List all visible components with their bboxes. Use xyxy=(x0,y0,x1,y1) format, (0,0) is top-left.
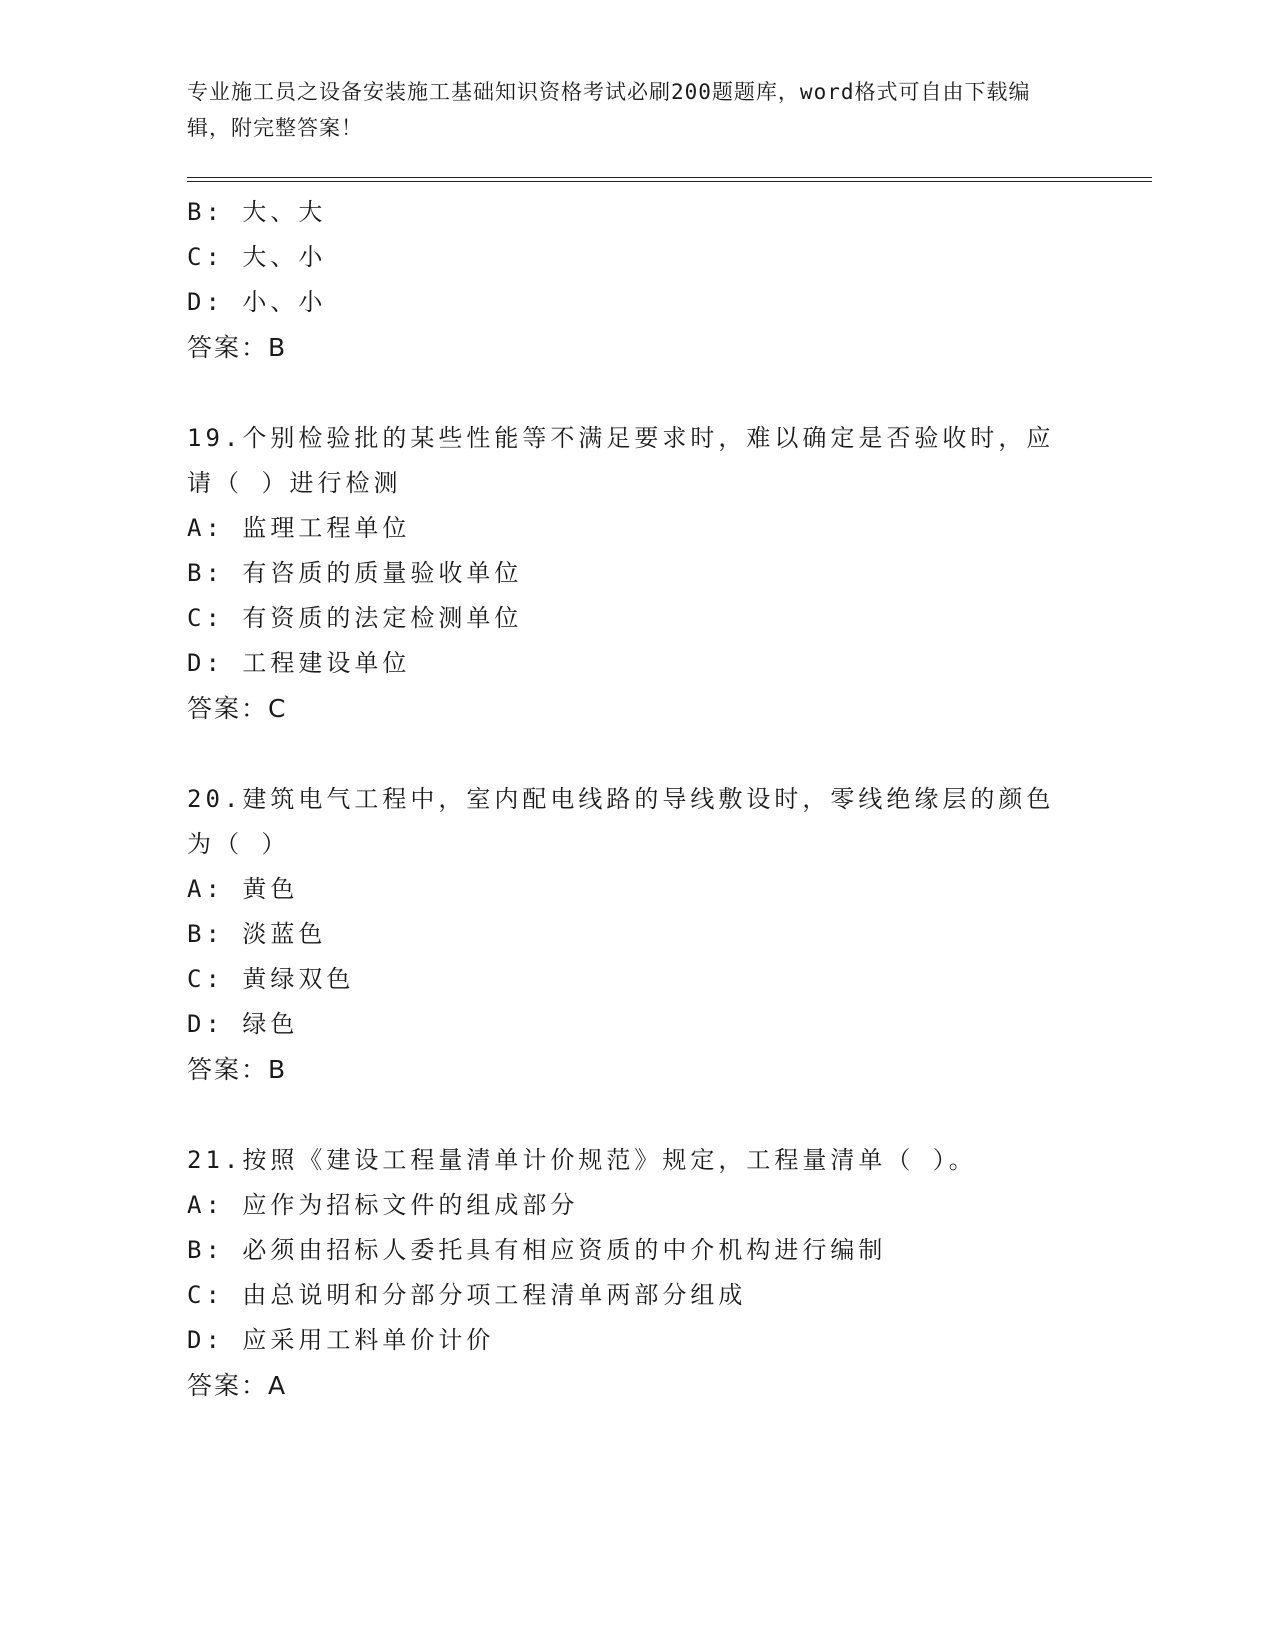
option-d: D: 应采用工料单价计价 xyxy=(187,1326,495,1354)
answer-label: 答案：A xyxy=(187,1371,288,1400)
question-stem: 19.个别检验批的某些性能等不满足要求时，难以确定是否验收时，应请（ ）进行检测 xyxy=(187,424,1055,497)
question-stem: 20.建筑电气工程中，室内配电线路的导线敷设时，零线绝缘层的颜色为（ ） xyxy=(187,785,1055,858)
option-a: A: 监理工程单位 xyxy=(187,514,411,542)
option-a: A: 应作为招标文件的组成部分 xyxy=(187,1191,579,1219)
option-c: C: 黄绿双色 xyxy=(187,965,355,993)
option-b: B: 大、大 xyxy=(187,198,327,226)
option-b: B: 必须由招标人委托具有相应资质的中介机构进行编制 xyxy=(187,1236,887,1264)
question-list xyxy=(187,190,1087,1408)
option-d: D: 绿色 xyxy=(187,1010,299,1038)
option-d: D: 工程建设单位 xyxy=(187,649,411,677)
option-c: C: 有资质的法定检测单位 xyxy=(187,604,523,632)
option-b: B: 有咨质的质量验收单位 xyxy=(187,559,523,587)
question-19 xyxy=(187,416,1087,731)
answer-label: 答案：B xyxy=(187,1055,288,1084)
question-20 xyxy=(187,777,1087,1092)
option-a: A: 黄色 xyxy=(187,875,299,903)
option-c: C: 大、小 xyxy=(187,243,327,271)
option-d: D: 小、小 xyxy=(187,288,327,316)
option-c: C: 由总说明和分部分项工程清单两部分组成 xyxy=(187,1281,747,1309)
question-stem: 21.按照《建设工程量清单计价规范》规定，工程量清单（ ）。 xyxy=(187,1146,977,1174)
option-b: B: 淡蓝色 xyxy=(187,920,327,948)
document-header: 专业施工员之设备安装施工基础知识资格考试必刷200题题库，word格式可自由下载编辑，附完整答案！ xyxy=(187,80,1031,140)
answer-label: 答案：B xyxy=(187,333,288,362)
header-divider xyxy=(187,177,1152,182)
answer-label: 答案：C xyxy=(187,694,288,723)
question-18-partial xyxy=(187,190,1087,370)
question-21 xyxy=(187,1138,1087,1408)
